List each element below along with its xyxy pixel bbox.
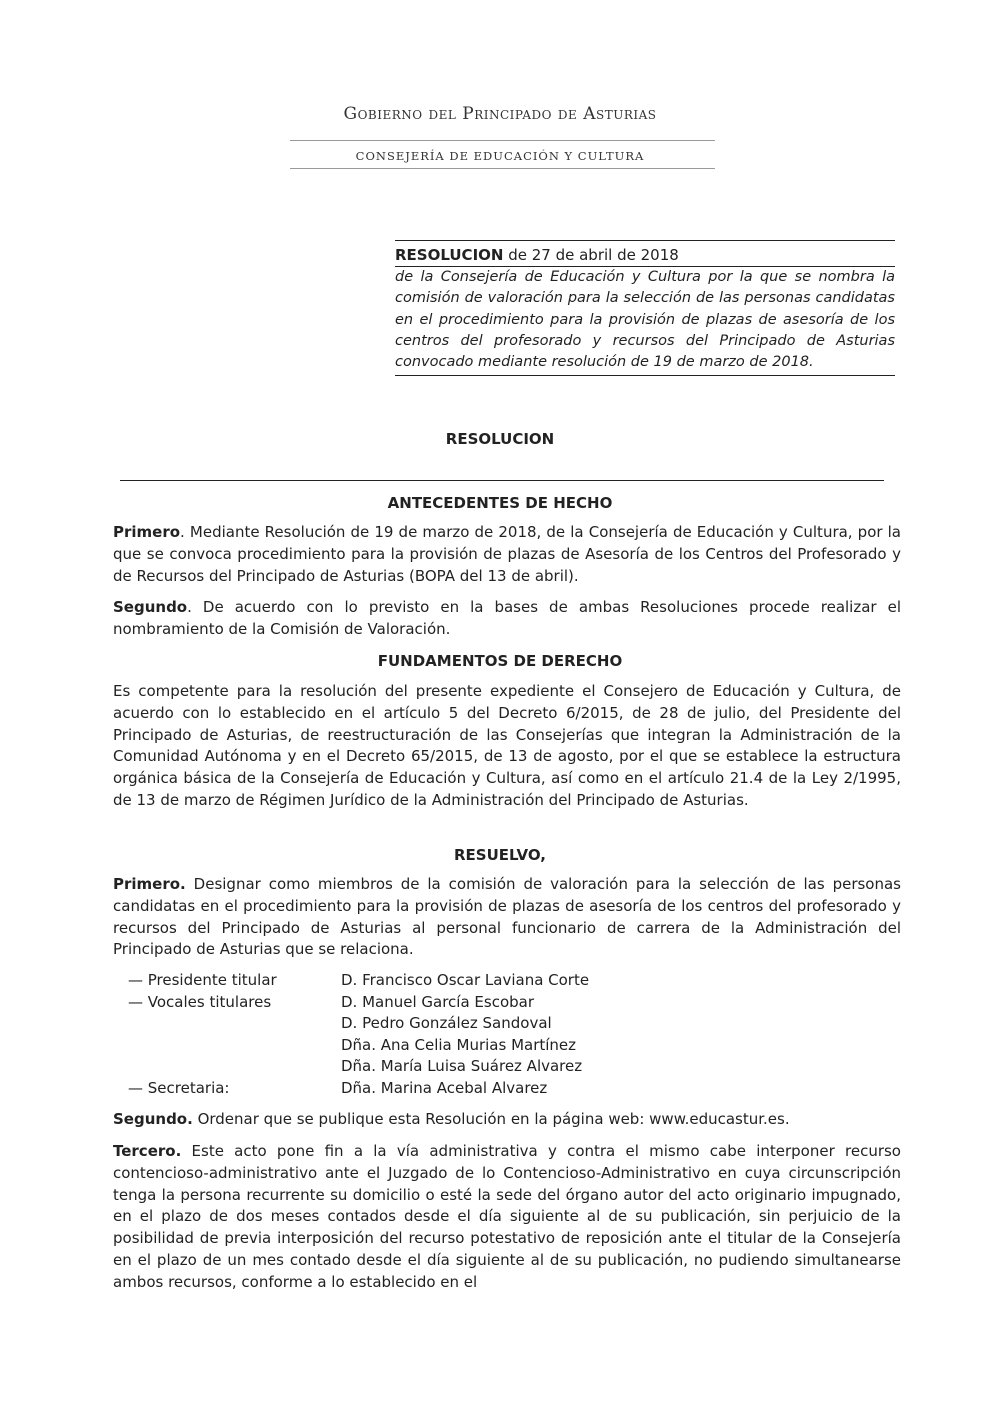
resuelvo-tercero-label: Tercero. xyxy=(113,1142,182,1160)
member-name: Dña. María Luisa Suárez Alvarez xyxy=(341,1057,583,1076)
antecedentes-segundo-label: Segundo xyxy=(113,598,188,616)
resolution-summary-box xyxy=(395,240,895,376)
member-row xyxy=(113,992,901,1014)
resuelvo-segundo-label: Segundo. xyxy=(113,1110,193,1128)
resuelvo-segundo xyxy=(113,1109,901,1131)
antecedentes-primero xyxy=(113,522,901,587)
resolution-label: RESOLUCION xyxy=(395,246,504,264)
fundamentos-heading: FUNDAMENTOS DE DERECHO xyxy=(377,652,623,670)
member-row xyxy=(113,1035,901,1057)
resolution-subject: de la Consejería de Educación y Cultura por la que se nombra la comisión de valoración para la selección de las personas candidatas en el procedimiento para la provisión de plazas de asesoría de los centros del profesorado y recursos del Principado de Asturias convocado mediante resolución de 19 de marzo de 2018. xyxy=(395,266,895,373)
member-role: — Presidente titular xyxy=(128,971,277,989)
member-role xyxy=(113,1056,341,1078)
resuelvo-primero xyxy=(113,874,901,961)
member-row xyxy=(113,1013,901,1035)
member-role: — Secretaria: xyxy=(128,1078,230,1097)
header-divider-bottom xyxy=(290,168,715,169)
member-role xyxy=(113,1013,341,1035)
antecedentes-segundo xyxy=(113,597,901,641)
antecedentes-primero-text: . Mediante Resolución de 19 de marzo de 2018, de la Consejería de Educación y Cultura, por la que se convoca procedimiento para la provisión de plazas de Asesoría de los Centros del Profesorado y de Recursos del Principado de Asturias (BOPA del 13 de abril). xyxy=(113,523,901,585)
antecedentes-primero-label: Primero xyxy=(113,523,181,541)
resuelvo-segundo-text: Ordenar que se publique esta Resolución en la página web: www.educastur.es. xyxy=(192,1110,790,1128)
title-rule xyxy=(120,480,884,481)
department-name: CONSEJERÍA DE EDUCACIÓN Y CULTURA xyxy=(355,149,645,163)
fundamentos-text: Es competente para la resolución del presente expediente el Consejero de Educación y Cultura, de acuerdo con lo establecido en el artículo 5 del Decreto 6/2015, de 28 de julio, del Presidente del Principado de Asturias, de reestructuración de las Consejerías que integran la Administración de la Comunidad Autónoma y en el Decreto 65/2015, de 13 de agosto, por el que se establece la estructura orgánica básica de la Consejería de Educación y Cultura, así como en el artículo 21.4 de la Ley 2/1995, de 13 de marzo de Régimen Jurídico de la Administración del Principado de Asturias. xyxy=(113,682,901,809)
government-title: Gobierno del Principado de Asturias xyxy=(343,104,657,124)
resuelvo-primero-text: Designar como miembros de la comisión de valoración para la selección de las personas candidatas en el procedimiento para la provisión de plazas de asesoría de los centros del profesorado y recursos del Principado de Asturias al personal funcionario de carrera de la Administración del Principado de Asturias que se relaciona. xyxy=(113,875,901,959)
member-name: Dña. Marina Acebal Alvarez xyxy=(341,1078,548,1097)
member-role xyxy=(113,1035,341,1057)
resuelvo-primero-label: Primero. xyxy=(113,875,186,893)
member-name: D. Francisco Oscar Laviana Corte xyxy=(341,971,590,989)
header-divider xyxy=(290,140,715,141)
antecedentes-heading: ANTECEDENTES DE HECHO xyxy=(387,494,613,512)
resuelvo-tercero xyxy=(113,1141,901,1294)
member-name: D. Pedro González Sandoval xyxy=(341,1014,552,1033)
member-row xyxy=(113,1078,901,1100)
member-name: Dña. Ana Celia Murias Martínez xyxy=(341,1035,577,1054)
document-title: RESOLUCION xyxy=(445,430,555,448)
member-row xyxy=(113,970,901,992)
member-name: D. Manuel García Escobar xyxy=(341,992,535,1011)
resolution-heading xyxy=(395,245,895,266)
antecedentes-segundo-text: . De acuerdo con lo previsto en la bases de ambas Resoluciones procede realizar el nombramiento de la Comisión de Valoración. xyxy=(113,598,901,638)
resuelvo-heading: RESUELVO, xyxy=(454,846,546,864)
member-role: — Vocales titulares xyxy=(128,992,272,1011)
resuelvo-tercero-text: Este acto pone fin a la vía administrativa y contra el mismo cabe interponer recurso contencioso-administrativo ante el Juzgado de lo Contencioso-Administrativo en cuya circunscripción tenga la persona recurrente su domicilio o esté la sede del órgano autor del acto originario impugnado, en el plazo de dos meses contados desde el día siguiente al de su publicación, sin perjuicio de la posibilidad de previa interposición del recurso potestativo de reposición ante el titular de la Consejería en el plazo de un mes contado desde el día siguiente al de su publicación, no pudiendo simultanearse ambos recursos, conforme a lo establecido en el xyxy=(113,1142,901,1291)
commission-members-list xyxy=(113,970,901,1100)
resolution-date: de 27 de abril de 2018 xyxy=(503,246,679,264)
member-row xyxy=(113,1056,901,1078)
